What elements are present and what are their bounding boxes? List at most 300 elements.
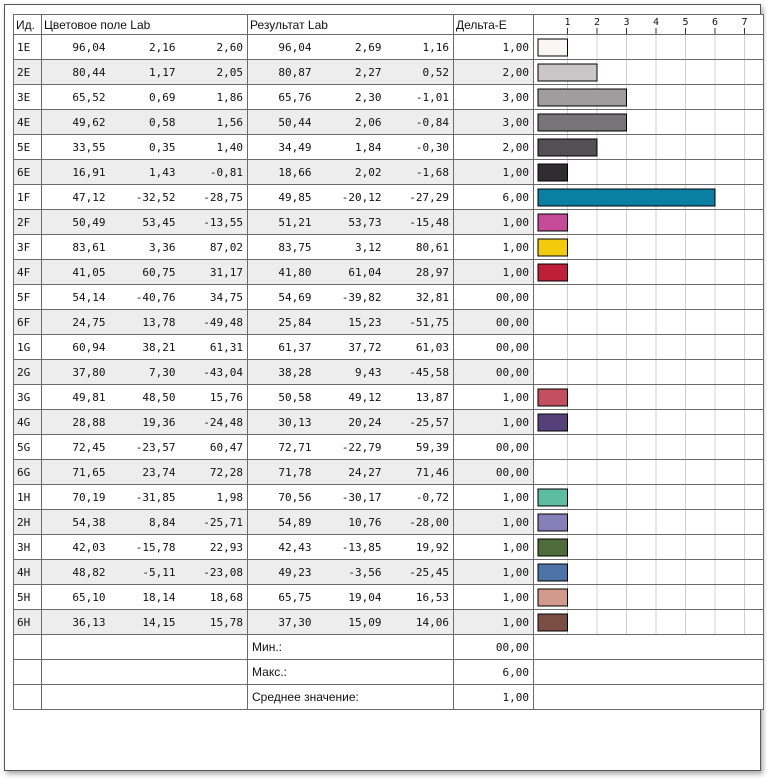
- result-a-value: -3,56: [316, 560, 386, 585]
- bar-svg: [534, 235, 764, 259]
- target-a-value: 0,35: [110, 135, 180, 160]
- summary-value: 6,00: [454, 660, 534, 685]
- result-l-value: 50,58: [248, 385, 316, 410]
- patch-id: 3E: [14, 85, 42, 110]
- result-a-value: 2,69: [316, 35, 386, 60]
- table-row: [14, 435, 764, 460]
- bar-cell: [534, 235, 764, 260]
- bar-svg: [534, 510, 764, 534]
- table-row: [14, 560, 764, 585]
- result-l-value: 49,85: [248, 185, 316, 210]
- target-a-value: 2,16: [110, 35, 180, 60]
- result-b-value: 59,39: [386, 435, 454, 460]
- target-b-value: -28,75: [180, 185, 248, 210]
- delta-e-value: 1,00: [454, 35, 534, 60]
- patch-id: 4F: [14, 260, 42, 285]
- bar-svg: [534, 260, 764, 284]
- target-b-value: 1,98: [180, 485, 248, 510]
- summary-value: 1,00: [454, 685, 534, 710]
- delta-e-value: 1,00: [454, 235, 534, 260]
- delta-e-value: 1,00: [454, 610, 534, 635]
- delta-e-value: 1,00: [454, 560, 534, 585]
- delta-e-value: 1,00: [454, 485, 534, 510]
- bar-svg: [534, 85, 764, 109]
- summary-row: [14, 660, 764, 685]
- target-a-value: -40,76: [110, 285, 180, 310]
- result-l-value: 25,84: [248, 310, 316, 335]
- delta-e-value: 1,00: [454, 210, 534, 235]
- delta-e-value: 1,00: [454, 385, 534, 410]
- bar-cell: [534, 85, 764, 110]
- delta-bar-5h: [538, 589, 568, 606]
- result-b-value: -0,72: [386, 485, 454, 510]
- table-row: [14, 210, 764, 235]
- target-b-value: 15,76: [180, 385, 248, 410]
- bar-cell: [534, 160, 764, 185]
- result-l-value: 54,89: [248, 510, 316, 535]
- target-b-value: 2,60: [180, 35, 248, 60]
- patch-id: 1H: [14, 485, 42, 510]
- bar-cell: [534, 610, 764, 635]
- table-row: [14, 360, 764, 385]
- result-l-value: 54,69: [248, 285, 316, 310]
- target-b-value: -43,04: [180, 360, 248, 385]
- bar-cell: [534, 185, 764, 210]
- target-a-value: 8,84: [110, 510, 180, 535]
- result-b-value: -27,29: [386, 185, 454, 210]
- bar-svg: [534, 485, 764, 509]
- header-result-lab: Результат Lab: [248, 15, 454, 35]
- patch-id: 1F: [14, 185, 42, 210]
- bar-cell: [534, 585, 764, 610]
- target-l-value: 37,80: [42, 360, 110, 385]
- target-b-value: 1,40: [180, 135, 248, 160]
- delta-e-value: 00,00: [454, 285, 534, 310]
- target-a-value: 48,50: [110, 385, 180, 410]
- result-l-value: 70,56: [248, 485, 316, 510]
- result-l-value: 61,37: [248, 335, 316, 360]
- result-b-value: 14,06: [386, 610, 454, 635]
- target-a-value: -23,57: [110, 435, 180, 460]
- table-row: [14, 60, 764, 85]
- delta-bar-4g: [538, 414, 568, 431]
- result-l-value: 34,49: [248, 135, 316, 160]
- target-b-value: 72,28: [180, 460, 248, 485]
- patch-id: 6E: [14, 160, 42, 185]
- delta-e-value: 00,00: [454, 335, 534, 360]
- delta-e-value: 1,00: [454, 260, 534, 285]
- result-l-value: 71,78: [248, 460, 316, 485]
- result-l-value: 65,75: [248, 585, 316, 610]
- table-row: [14, 335, 764, 360]
- target-l-value: 49,62: [42, 110, 110, 135]
- target-l-value: 83,61: [42, 235, 110, 260]
- table-row: [14, 310, 764, 335]
- target-a-value: -5,11: [110, 560, 180, 585]
- target-b-value: 31,17: [180, 260, 248, 285]
- result-l-value: 65,76: [248, 85, 316, 110]
- delta-bar-1e: [538, 39, 568, 56]
- result-l-value: 42,43: [248, 535, 316, 560]
- result-b-value: -51,75: [386, 310, 454, 335]
- bar-cell: [534, 535, 764, 560]
- table-row: [14, 585, 764, 610]
- delta-e-value: 1,00: [454, 585, 534, 610]
- result-a-value: 15,09: [316, 610, 386, 635]
- patch-id: 5E: [14, 135, 42, 160]
- result-l-value: 80,87: [248, 60, 316, 85]
- patch-id: 2H: [14, 510, 42, 535]
- result-b-value: -1,01: [386, 85, 454, 110]
- target-l-value: 33,55: [42, 135, 110, 160]
- target-a-value: 38,21: [110, 335, 180, 360]
- target-l-value: 24,75: [42, 310, 110, 335]
- bar-cell: [534, 385, 764, 410]
- bar-cell: [534, 60, 764, 85]
- table-row: [14, 85, 764, 110]
- header-delta-e: Дельта-Е: [454, 15, 534, 35]
- summary-row: [14, 685, 764, 710]
- target-l-value: 65,10: [42, 585, 110, 610]
- patch-id: 6G: [14, 460, 42, 485]
- bar-svg: [534, 335, 764, 359]
- target-b-value: 60,47: [180, 435, 248, 460]
- result-a-value: 49,12: [316, 385, 386, 410]
- patch-id: 4H: [14, 560, 42, 585]
- target-b-value: 2,05: [180, 60, 248, 85]
- target-a-value: 0,58: [110, 110, 180, 135]
- target-l-value: 70,19: [42, 485, 110, 510]
- bar-svg: [534, 535, 764, 559]
- bar-svg: [534, 135, 764, 159]
- table-row: [14, 235, 764, 260]
- delta-e-value: 00,00: [454, 435, 534, 460]
- patch-id: 2G: [14, 360, 42, 385]
- result-l-value: 96,04: [248, 35, 316, 60]
- bar-svg: [534, 585, 764, 609]
- result-b-value: -15,48: [386, 210, 454, 235]
- table-row: [14, 185, 764, 210]
- result-a-value: -13,85: [316, 535, 386, 560]
- result-l-value: 18,66: [248, 160, 316, 185]
- ruler-tick-label: 3: [623, 17, 630, 28]
- target-b-value: -24,48: [180, 410, 248, 435]
- target-a-value: 7,30: [110, 360, 180, 385]
- target-l-value: 80,44: [42, 60, 110, 85]
- delta-e-value: 00,00: [454, 310, 534, 335]
- bar-svg: [534, 560, 764, 584]
- target-a-value: 14,15: [110, 610, 180, 635]
- target-l-value: 65,52: [42, 85, 110, 110]
- target-b-value: 34,75: [180, 285, 248, 310]
- result-b-value: 32,81: [386, 285, 454, 310]
- result-a-value: 37,72: [316, 335, 386, 360]
- patch-id: 5F: [14, 285, 42, 310]
- table-row: [14, 110, 764, 135]
- bar-svg: [534, 110, 764, 134]
- bar-svg: [534, 285, 764, 309]
- result-a-value: 53,73: [316, 210, 386, 235]
- result-a-value: 2,30: [316, 85, 386, 110]
- delta-bar-4f: [538, 264, 568, 281]
- result-a-value: -39,82: [316, 285, 386, 310]
- ruler-tick-label: 7: [741, 17, 748, 28]
- patch-id: 2F: [14, 210, 42, 235]
- target-b-value: 22,93: [180, 535, 248, 560]
- target-l-value: 71,65: [42, 460, 110, 485]
- summary-label: Среднее значение:: [248, 685, 454, 710]
- patch-id: 4E: [14, 110, 42, 135]
- target-a-value: 18,14: [110, 585, 180, 610]
- ruler-tick-label: 4: [653, 17, 660, 28]
- delta-bar-2e: [538, 64, 597, 81]
- target-b-value: -0,81: [180, 160, 248, 185]
- bar-svg: [534, 160, 764, 184]
- patch-id: 1G: [14, 335, 42, 360]
- table-row: [14, 610, 764, 635]
- target-a-value: 19,36: [110, 410, 180, 435]
- table-row: [14, 260, 764, 285]
- delta-e-value: 1,00: [454, 510, 534, 535]
- result-l-value: 38,28: [248, 360, 316, 385]
- result-b-value: -25,57: [386, 410, 454, 435]
- target-b-value: -13,55: [180, 210, 248, 235]
- target-b-value: -49,48: [180, 310, 248, 335]
- result-b-value: 28,97: [386, 260, 454, 285]
- patch-id: 4G: [14, 410, 42, 435]
- patch-id: 5H: [14, 585, 42, 610]
- target-b-value: 61,31: [180, 335, 248, 360]
- target-l-value: 16,91: [42, 160, 110, 185]
- result-l-value: 51,21: [248, 210, 316, 235]
- delta-bar-1f: [538, 189, 715, 206]
- target-l-value: 96,04: [42, 35, 110, 60]
- delta-bar-3e: [538, 89, 627, 106]
- delta-bar-3g: [538, 389, 568, 406]
- ruler-svg: [534, 15, 764, 35]
- bar-svg: [534, 35, 764, 59]
- bar-svg: [534, 310, 764, 334]
- delta-bar-4e: [538, 114, 627, 131]
- delta-e-value: 3,00: [454, 110, 534, 135]
- result-a-value: 2,02: [316, 160, 386, 185]
- target-l-value: 47,12: [42, 185, 110, 210]
- result-l-value: 41,80: [248, 260, 316, 285]
- bar-svg: [534, 360, 764, 384]
- bar-cell: [534, 335, 764, 360]
- bar-cell: [534, 110, 764, 135]
- target-l-value: 50,49: [42, 210, 110, 235]
- bar-svg: [534, 210, 764, 234]
- bar-cell: [534, 310, 764, 335]
- target-b-value: 87,02: [180, 235, 248, 260]
- target-a-value: 1,17: [110, 60, 180, 85]
- ruler-tick-label: 2: [594, 17, 601, 28]
- result-l-value: 30,13: [248, 410, 316, 435]
- target-a-value: 60,75: [110, 260, 180, 285]
- table-body: [14, 35, 764, 710]
- patch-id: 1E: [14, 35, 42, 60]
- result-a-value: -22,79: [316, 435, 386, 460]
- delta-bar-2h: [538, 514, 568, 531]
- patch-id: 3H: [14, 535, 42, 560]
- target-l-value: 60,94: [42, 335, 110, 360]
- result-a-value: 24,27: [316, 460, 386, 485]
- delta-bar-3f: [538, 239, 568, 256]
- delta-bar-1h: [538, 489, 568, 506]
- target-l-value: 41,05: [42, 260, 110, 285]
- result-a-value: 10,76: [316, 510, 386, 535]
- bar-svg: [534, 610, 764, 634]
- target-a-value: -32,52: [110, 185, 180, 210]
- bar-cell: [534, 435, 764, 460]
- result-b-value: 80,61: [386, 235, 454, 260]
- result-a-value: 20,24: [316, 410, 386, 435]
- result-b-value: -0,30: [386, 135, 454, 160]
- bar-svg: [534, 460, 764, 484]
- result-b-value: -1,68: [386, 160, 454, 185]
- target-a-value: 13,78: [110, 310, 180, 335]
- delta-e-value: 6,00: [454, 185, 534, 210]
- result-l-value: 72,71: [248, 435, 316, 460]
- table-row: [14, 485, 764, 510]
- table-row: [14, 160, 764, 185]
- table-row: [14, 285, 764, 310]
- lab-comparison-table: [13, 14, 764, 710]
- bar-cell: [534, 135, 764, 160]
- target-a-value: -31,85: [110, 485, 180, 510]
- target-a-value: 53,45: [110, 210, 180, 235]
- target-a-value: 23,74: [110, 460, 180, 485]
- target-l-value: 54,38: [42, 510, 110, 535]
- delta-e-value: 00,00: [454, 460, 534, 485]
- patch-id: 2E: [14, 60, 42, 85]
- delta-e-value: 1,00: [454, 160, 534, 185]
- result-a-value: 15,23: [316, 310, 386, 335]
- target-l-value: 36,13: [42, 610, 110, 635]
- delta-bar-3h: [538, 539, 568, 556]
- target-a-value: -15,78: [110, 535, 180, 560]
- bar-cell: [534, 560, 764, 585]
- summary-label: Мин.:: [248, 635, 454, 660]
- result-a-value: 1,84: [316, 135, 386, 160]
- table-row: [14, 410, 764, 435]
- target-a-value: 0,69: [110, 85, 180, 110]
- bar-svg: [534, 60, 764, 84]
- bar-cell: [534, 285, 764, 310]
- patch-id: 5G: [14, 435, 42, 460]
- table-row: [14, 135, 764, 160]
- result-l-value: 49,23: [248, 560, 316, 585]
- summary-row: [14, 635, 764, 660]
- target-l-value: 42,03: [42, 535, 110, 560]
- target-l-value: 49,81: [42, 385, 110, 410]
- result-a-value: -20,12: [316, 185, 386, 210]
- result-b-value: 1,16: [386, 35, 454, 60]
- result-b-value: 13,87: [386, 385, 454, 410]
- result-b-value: -28,00: [386, 510, 454, 535]
- delta-ruler: [534, 15, 764, 35]
- target-a-value: 3,36: [110, 235, 180, 260]
- ruler-tick-label: 5: [682, 17, 689, 28]
- result-a-value: 9,43: [316, 360, 386, 385]
- result-a-value: 2,27: [316, 60, 386, 85]
- patch-id: 3G: [14, 385, 42, 410]
- delta-e-value: 1,00: [454, 410, 534, 435]
- ruler-tick-label: 6: [712, 17, 719, 28]
- result-b-value: -0,84: [386, 110, 454, 135]
- target-b-value: 15,78: [180, 610, 248, 635]
- table-row: [14, 385, 764, 410]
- result-b-value: 71,46: [386, 460, 454, 485]
- patch-id: 6H: [14, 610, 42, 635]
- result-b-value: 16,53: [386, 585, 454, 610]
- header-row: [14, 15, 764, 35]
- header-target-lab: Цветовое поле Lab: [42, 15, 248, 35]
- delta-bar-2f: [538, 214, 568, 231]
- delta-e-value: 2,00: [454, 135, 534, 160]
- result-b-value: 19,92: [386, 535, 454, 560]
- target-b-value: 1,86: [180, 85, 248, 110]
- patch-id: 6F: [14, 310, 42, 335]
- ruler-tick-label: 1: [564, 17, 571, 28]
- result-l-value: 83,75: [248, 235, 316, 260]
- patch-id: 3F: [14, 235, 42, 260]
- target-l-value: 54,14: [42, 285, 110, 310]
- bar-cell: [534, 410, 764, 435]
- table-row: [14, 535, 764, 560]
- result-b-value: -25,45: [386, 560, 454, 585]
- summary-value: 00,00: [454, 635, 534, 660]
- header-id: Ид.: [14, 15, 42, 35]
- target-l-value: 72,45: [42, 435, 110, 460]
- bar-svg: [534, 410, 764, 434]
- result-a-value: 2,06: [316, 110, 386, 135]
- bar-cell: [534, 360, 764, 385]
- delta-e-value: 1,00: [454, 535, 534, 560]
- result-a-value: 3,12: [316, 235, 386, 260]
- delta-bar-5e: [538, 139, 597, 156]
- bar-svg: [534, 435, 764, 459]
- bar-cell: [534, 260, 764, 285]
- bar-svg: [534, 185, 764, 209]
- delta-e-value: 3,00: [454, 85, 534, 110]
- bar-cell: [534, 210, 764, 235]
- result-b-value: -45,58: [386, 360, 454, 385]
- target-b-value: -25,71: [180, 510, 248, 535]
- report-frame: [4, 4, 761, 771]
- target-a-value: 1,43: [110, 160, 180, 185]
- summary-label: Макс.:: [248, 660, 454, 685]
- bar-cell: [534, 485, 764, 510]
- delta-bar-6h: [538, 614, 568, 631]
- target-b-value: 1,56: [180, 110, 248, 135]
- target-b-value: 18,68: [180, 585, 248, 610]
- result-a-value: -30,17: [316, 485, 386, 510]
- bar-cell: [534, 510, 764, 535]
- target-b-value: -23,08: [180, 560, 248, 585]
- bar-cell: [534, 460, 764, 485]
- result-b-value: 61,03: [386, 335, 454, 360]
- delta-e-value: 00,00: [454, 360, 534, 385]
- result-b-value: 0,52: [386, 60, 454, 85]
- table-row: [14, 460, 764, 485]
- delta-bar-4h: [538, 564, 568, 581]
- target-l-value: 28,88: [42, 410, 110, 435]
- bar-svg: [534, 385, 764, 409]
- result-a-value: 19,04: [316, 585, 386, 610]
- bar-cell: [534, 35, 764, 60]
